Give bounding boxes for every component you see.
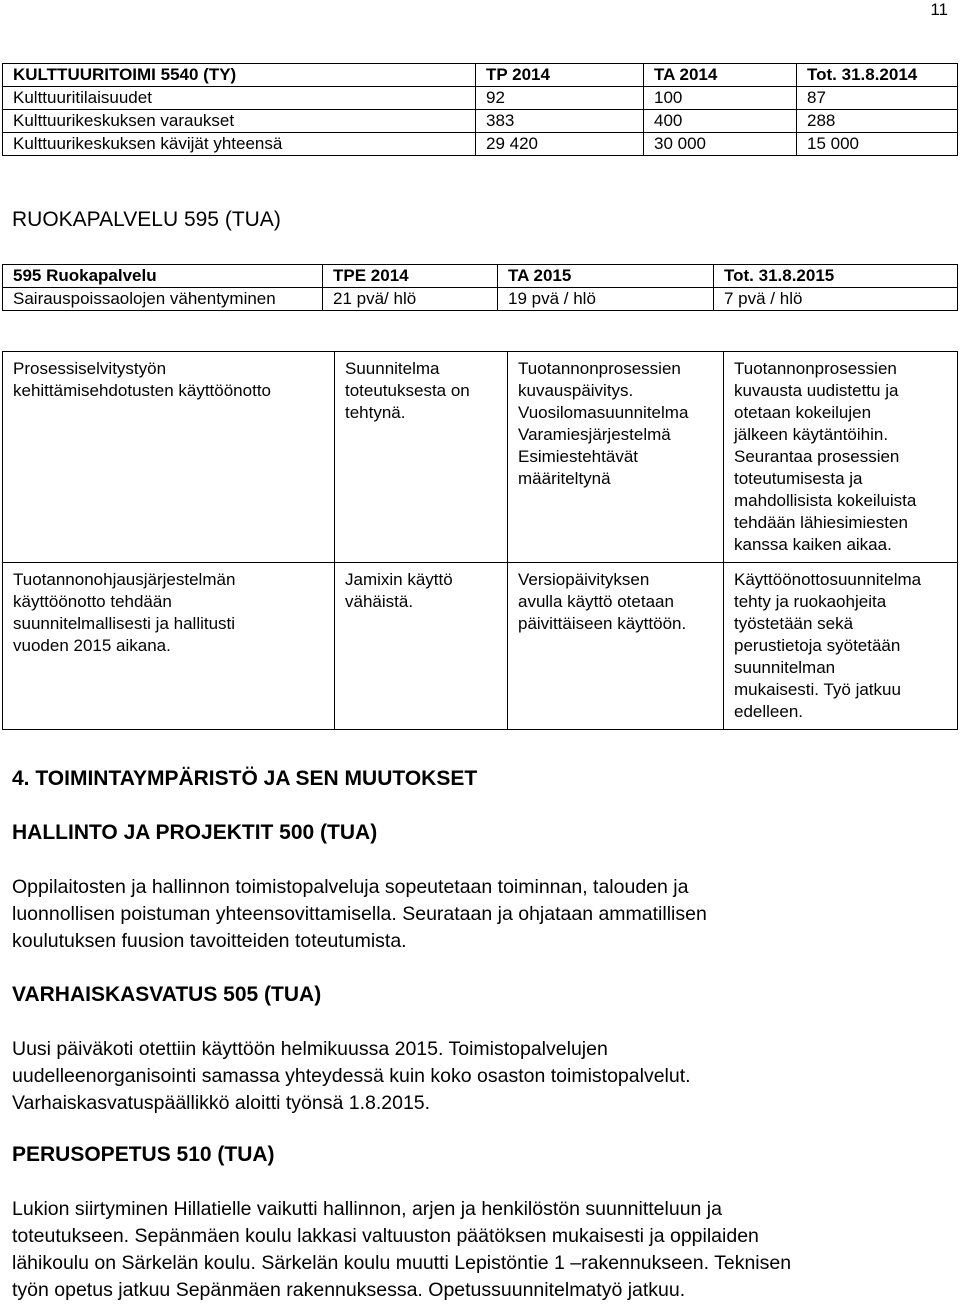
cell-line: määriteltynä	[518, 469, 611, 488]
cell-line: tehty ja ruokaohjeita	[734, 592, 887, 611]
cell-line: Versiopäivityksen	[518, 570, 650, 589]
cell-line: Suunnitelma	[345, 359, 440, 378]
hallinto-paragraph	[12, 874, 912, 955]
process-table	[2, 351, 958, 730]
header-cell: TP 2014	[476, 64, 644, 87]
table-cell	[508, 563, 724, 730]
cell-line: suunnitelman	[734, 658, 836, 677]
varhaiskasvatus-paragraph	[12, 1036, 912, 1117]
paragraph-line: uudelleenorganisointi samassa yhteydessä kuin koko osaston toimistopalvelut.	[12, 1065, 691, 1087]
cell-line: Tuotannonprosessien	[734, 359, 897, 378]
paragraph-line: Oppilaitosten ja hallinnon toimistopalveluja sopeutetaan toiminnan, talouden ja	[12, 876, 689, 898]
cell-line: jälkeen käytäntöihin.	[734, 425, 889, 444]
table-cell: 19 pvä / hlö	[498, 288, 714, 311]
hallinto-heading: HALLINTO JA PROJEKTIT 500 (TUA)	[12, 821, 378, 844]
cell-line: käyttöönotto tehdään	[13, 592, 172, 611]
table-cell: 29 420	[476, 133, 644, 156]
paragraph-line: työn opetus jatkuu Sepänmäen rakennuksessa. Opetussuunnitelmatyö jatkuu.	[12, 1279, 686, 1301]
cell-line: Seurantaa prosessien	[734, 447, 900, 466]
table-cell: Sairauspoissaolojen vähentyminen	[3, 288, 323, 311]
paragraph-line: lähikoulu on Särkelän koulu. Särkelän koulu muutti Lepistöntie 1 –rakennukseen. Teknisen	[12, 1252, 792, 1274]
cell-line: otetaan kokeilujen	[734, 403, 872, 422]
header-cell: 595 Ruokapalvelu	[3, 265, 323, 288]
cell-line: mukaisesti. Työ jatkuu	[734, 680, 901, 699]
table-row	[3, 352, 958, 563]
paragraph-line: Varhaiskasvatuspäällikkö aloitti työnsä 1.8.2015.	[12, 1092, 431, 1114]
cell-line: kanssa kaiken aikaa.	[734, 535, 892, 554]
paragraph-line: luonnollisen poistuman yhteensovittamisella. Seurataan ja ohjataan ammatillisen	[12, 903, 707, 925]
cell-line: Varamiesjärjestelmä	[518, 425, 671, 444]
cell-line: Jamixin käyttö	[345, 570, 453, 589]
table-row	[3, 110, 958, 133]
table-cell: 30 000	[644, 133, 797, 156]
table-row	[3, 288, 958, 311]
table-cell: 100	[644, 87, 797, 110]
table-cell: 87	[797, 87, 958, 110]
table-cell: 288	[797, 110, 958, 133]
cell-line: Esimiestehtävät	[518, 447, 638, 466]
cell-line: Tuotannonprosessien	[518, 359, 681, 378]
varhaiskasvatus-heading: VARHAISKASVATUS 505 (TUA)	[12, 983, 322, 1006]
header-cell: KULTTUURITOIMI 5540 (TY)	[3, 64, 476, 87]
paragraph-line: Lukion siirtyminen Hillatielle vaikutti hallinnon, arjen ja henkilöstön suunnitteluun ja	[12, 1198, 722, 1220]
table-row	[3, 563, 958, 730]
table-header-row	[3, 265, 958, 288]
cell-line: kehittämisehdotusten käyttöönotto	[13, 381, 271, 400]
table-cell: 15 000	[797, 133, 958, 156]
cell-line: tehdään lähiesimiesten	[734, 513, 908, 532]
kulttuuritoimi-table	[2, 63, 958, 156]
cell-line: Tuotannonohjausjärjestelmän	[13, 570, 236, 589]
cell-line: avulla käyttö otetaan	[518, 592, 674, 611]
table-row	[3, 133, 958, 156]
ruokapalvelu-table	[2, 264, 958, 311]
cell-line: toteutuksesta on	[345, 381, 470, 400]
table-cell	[3, 563, 335, 730]
perusopetus-heading: PERUSOPETUS 510 (TUA)	[12, 1143, 275, 1166]
table-cell	[3, 352, 335, 563]
cell-line: Prosessiselvitystyön	[13, 359, 167, 378]
cell-line: tehtynä.	[345, 403, 406, 422]
table-cell: 383	[476, 110, 644, 133]
header-cell: Tot. 31.8.2014	[797, 64, 958, 87]
table-cell	[335, 563, 508, 730]
table-cell	[724, 563, 958, 730]
cell-line: Käyttöönottosuunnitelma	[734, 570, 922, 589]
header-cell: Tot. 31.8.2015	[714, 265, 958, 288]
cell-line: mahdollisista kokeiluista	[734, 491, 917, 510]
page-number: 11	[930, 0, 948, 19]
cell-line: työstetään sekä	[734, 614, 854, 633]
cell-line: Vuosilomasuunnitelma	[518, 403, 689, 422]
table-cell: Kulttuurikeskuksen kävijät yhteensä	[3, 133, 476, 156]
paragraph-line: koulutuksen fuusion tavoitteiden toteutumista.	[12, 930, 407, 952]
ruokapalvelu-heading: RUOKAPALVELU 595 (TUA)	[12, 208, 281, 231]
table-cell	[335, 352, 508, 563]
cell-line: vuoden 2015 aikana.	[13, 636, 171, 655]
paragraph-line: toteutukseen. Sepänmäen koulu lakkasi valtuuston päätöksen mukaisesti ja oppilaiden	[12, 1225, 759, 1247]
table-row	[3, 87, 958, 110]
cell-line: suunnitelmallisesti ja hallitusti	[13, 614, 236, 633]
table-cell: 21 pvä/ hlö	[323, 288, 498, 311]
header-cell: TA 2014	[644, 64, 797, 87]
perusopetus-paragraph	[12, 1196, 912, 1304]
cell-line: kuvausta uudistettu ja	[734, 381, 899, 400]
table-cell	[724, 352, 958, 563]
cell-line: toteutumisesta ja	[734, 469, 863, 488]
cell-line: perustietoja syötetään	[734, 636, 901, 655]
cell-line: vähäistä.	[345, 592, 414, 611]
section-4-heading: 4. TOIMINTAYMPÄRISTÖ JA SEN MUUTOKSET	[12, 767, 478, 790]
cell-line: päivittäiseen käyttöön.	[518, 614, 687, 633]
table-cell: 92	[476, 87, 644, 110]
paragraph-line: Uusi päiväkoti otettiin käyttöön helmikuussa 2015. Toimistopalvelujen	[12, 1038, 608, 1060]
cell-line: edelleen.	[734, 702, 804, 721]
table-cell: 400	[644, 110, 797, 133]
table-cell	[508, 352, 724, 563]
table-cell: Kulttuurikeskuksen varaukset	[3, 110, 476, 133]
cell-line: kuvauspäivitys.	[518, 381, 634, 400]
header-cell: TPE 2014	[323, 265, 498, 288]
table-cell: Kulttuuritilaisuudet	[3, 87, 476, 110]
table-cell: 7 pvä / hlö	[714, 288, 958, 311]
table-header-row	[3, 64, 958, 87]
header-cell: TA 2015	[498, 265, 714, 288]
